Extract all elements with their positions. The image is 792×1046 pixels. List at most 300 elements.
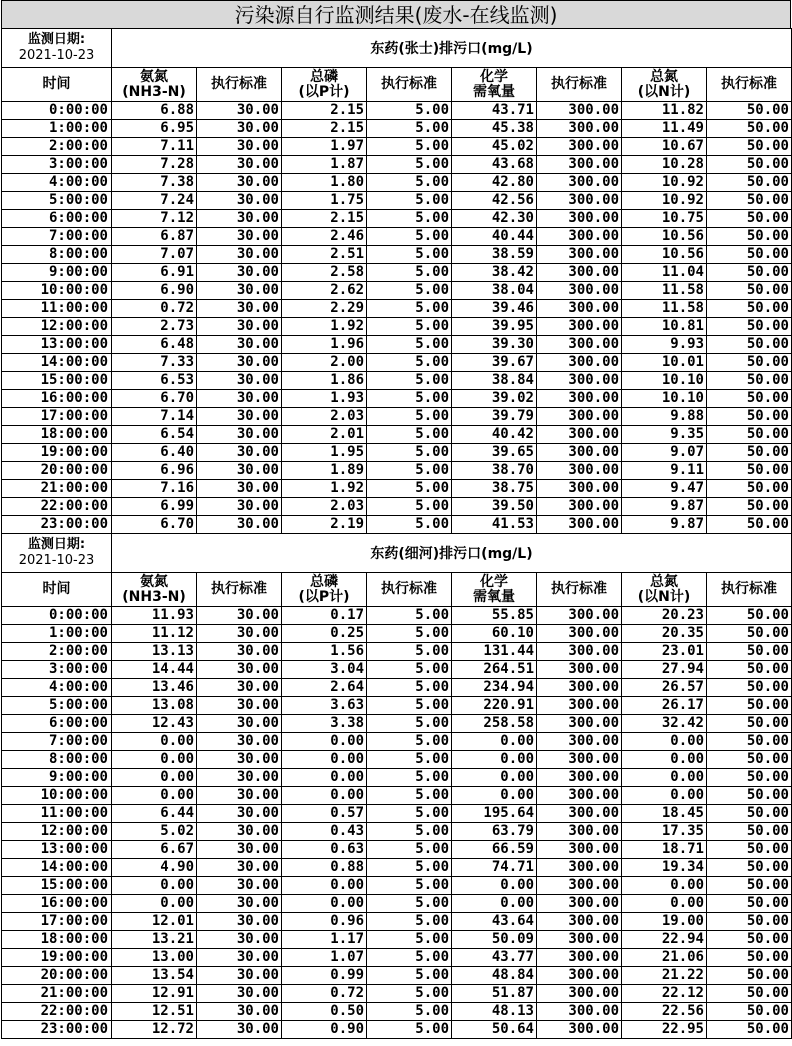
cod-standard-cell: 300.00 xyxy=(537,733,622,751)
time-cell: 13:00:00 xyxy=(2,841,112,859)
total-phosphorus-cell: 2.03 xyxy=(282,408,367,426)
ammonia-nitrogen-cell: 6.95 xyxy=(112,120,197,138)
cod-cell: 39.67 xyxy=(452,354,537,372)
ammonia-nitrogen-cell: 6.90 xyxy=(112,282,197,300)
total-nitrogen-cell: 0.00 xyxy=(622,751,707,769)
total-nitrogen-cell: 10.81 xyxy=(622,318,707,336)
column-header-line1: 化学 xyxy=(480,573,508,590)
table-row xyxy=(2,264,792,282)
time-cell: 10:00:00 xyxy=(2,282,112,300)
time-cell: 11:00:00 xyxy=(2,300,112,318)
total-phosphorus-cell: 2.15 xyxy=(282,210,367,228)
total-nitrogen-cell: 22.56 xyxy=(622,1003,707,1021)
total-phosphorus-cell: 0.88 xyxy=(282,859,367,877)
ammonia-standard-cell: 30.00 xyxy=(197,516,282,534)
phosphorus-standard-cell: 5.00 xyxy=(367,805,452,823)
total-nitrogen-cell: 10.75 xyxy=(622,210,707,228)
column-header-line1: 总氮 xyxy=(650,68,678,85)
ammonia-nitrogen-cell: 13.21 xyxy=(112,931,197,949)
nitrogen-standard-cell: 50.00 xyxy=(707,1021,792,1039)
total-nitrogen-cell: 10.56 xyxy=(622,246,707,264)
cod-cell: 66.59 xyxy=(452,841,537,859)
outlet-location-title: 东药(张士)排污口(mg/L) xyxy=(112,29,792,68)
ammonia-standard-cell: 30.00 xyxy=(197,444,282,462)
total-phosphorus-cell: 1.75 xyxy=(282,192,367,210)
total-nitrogen-cell: 9.11 xyxy=(622,462,707,480)
table-row xyxy=(2,913,792,931)
total-nitrogen-cell: 9.93 xyxy=(622,336,707,354)
cod-standard-cell: 300.00 xyxy=(537,751,622,769)
table-row xyxy=(2,787,792,805)
column-header-line1: 执行标准 xyxy=(211,581,267,597)
total-nitrogen-cell: 21.22 xyxy=(622,967,707,985)
table-row xyxy=(2,1003,792,1021)
nitrogen-standard-cell: 50.00 xyxy=(707,913,792,931)
ammonia-standard-cell: 30.00 xyxy=(197,192,282,210)
total-phosphorus-cell: 2.03 xyxy=(282,498,367,516)
phosphorus-standard-cell: 5.00 xyxy=(367,859,452,877)
ammonia-standard-cell: 30.00 xyxy=(197,967,282,985)
nitrogen-standard-cell: 50.00 xyxy=(707,480,792,498)
cod-standard-cell: 300.00 xyxy=(537,823,622,841)
nitrogen-standard-cell: 50.00 xyxy=(707,282,792,300)
cod-standard-cell: 300.00 xyxy=(537,715,622,733)
ammonia-standard-cell: 30.00 xyxy=(197,426,282,444)
cod-standard-cell: 300.00 xyxy=(537,607,622,625)
column-header-row xyxy=(2,68,792,102)
phosphorus-standard-cell: 5.00 xyxy=(367,120,452,138)
cod-cell: 39.50 xyxy=(452,498,537,516)
time-cell: 5:00:00 xyxy=(2,192,112,210)
ammonia-nitrogen-cell: 4.90 xyxy=(112,859,197,877)
time-cell: 14:00:00 xyxy=(2,354,112,372)
ammonia-nitrogen-cell: 13.46 xyxy=(112,679,197,697)
total-nitrogen-cell: 0.00 xyxy=(622,787,707,805)
nitrogen-standard-cell: 50.00 xyxy=(707,985,792,1003)
column-header-line1: 氨氮 xyxy=(140,573,168,590)
total-phosphorus-cell: 1.80 xyxy=(282,174,367,192)
total-phosphorus-cell: 0.43 xyxy=(282,823,367,841)
ammonia-standard-cell: 30.00 xyxy=(197,264,282,282)
total-nitrogen-cell: 17.35 xyxy=(622,823,707,841)
total-phosphorus-cell: 1.93 xyxy=(282,390,367,408)
cod-standard-cell: 300.00 xyxy=(537,1003,622,1021)
total-phosphorus-cell: 0.50 xyxy=(282,1003,367,1021)
phosphorus-standard-cell: 5.00 xyxy=(367,444,452,462)
total-nitrogen-cell: 10.28 xyxy=(622,156,707,174)
phosphorus-standard-cell: 5.00 xyxy=(367,751,452,769)
ammonia-standard-cell: 30.00 xyxy=(197,895,282,913)
phosphorus-standard-cell: 5.00 xyxy=(367,787,452,805)
time-cell: 7:00:00 xyxy=(2,228,112,246)
nitrogen-standard-cell: 50.00 xyxy=(707,823,792,841)
cod-standard-cell: 300.00 xyxy=(537,390,622,408)
total-phosphorus-cell: 1.97 xyxy=(282,138,367,156)
cod-cell: 45.38 xyxy=(452,120,537,138)
phosphorus-standard-cell: 5.00 xyxy=(367,192,452,210)
ammonia-standard-cell: 30.00 xyxy=(197,282,282,300)
total-phosphorus-cell: 3.04 xyxy=(282,661,367,679)
ammonia-standard-cell: 30.00 xyxy=(197,210,282,228)
time-cell: 3:00:00 xyxy=(2,661,112,679)
phosphorus-standard-cell: 5.00 xyxy=(367,462,452,480)
ammonia-nitrogen-cell: 0.00 xyxy=(112,895,197,913)
cod-cell: 0.00 xyxy=(452,751,537,769)
table-row xyxy=(2,607,792,625)
ammonia-standard-cell: 30.00 xyxy=(197,733,282,751)
total-phosphorus-cell: 2.62 xyxy=(282,282,367,300)
monitoring-table xyxy=(1,28,792,1039)
time-cell: 4:00:00 xyxy=(2,679,112,697)
cod-cell: 39.02 xyxy=(452,390,537,408)
nitrogen-standard-cell: 50.00 xyxy=(707,895,792,913)
table-row xyxy=(2,949,792,967)
time-cell: 0:00:00 xyxy=(2,102,112,120)
cod-standard-cell: 300.00 xyxy=(537,300,622,318)
table-row xyxy=(2,985,792,1003)
phosphorus-standard-cell: 5.00 xyxy=(367,769,452,787)
column-header-cod xyxy=(452,573,537,607)
time-cell: 6:00:00 xyxy=(2,715,112,733)
nitrogen-standard-cell: 50.00 xyxy=(707,192,792,210)
ammonia-nitrogen-cell: 7.33 xyxy=(112,354,197,372)
phosphorus-standard-cell: 5.00 xyxy=(367,823,452,841)
nitrogen-standard-cell: 50.00 xyxy=(707,228,792,246)
total-nitrogen-cell: 22.12 xyxy=(622,985,707,1003)
table-row xyxy=(2,372,792,390)
nitrogen-standard-cell: 50.00 xyxy=(707,949,792,967)
column-header-total-phosphorus xyxy=(282,573,367,607)
ammonia-standard-cell: 30.00 xyxy=(197,769,282,787)
cod-cell: 48.13 xyxy=(452,1003,537,1021)
total-nitrogen-cell: 9.35 xyxy=(622,426,707,444)
nitrogen-standard-cell: 50.00 xyxy=(707,336,792,354)
column-header-total-nitrogen xyxy=(622,68,707,102)
table-row xyxy=(2,102,792,120)
total-phosphorus-cell: 2.15 xyxy=(282,120,367,138)
ammonia-standard-cell: 30.00 xyxy=(197,372,282,390)
ammonia-standard-cell: 30.00 xyxy=(197,985,282,1003)
cod-standard-cell: 300.00 xyxy=(537,318,622,336)
total-phosphorus-cell: 0.63 xyxy=(282,841,367,859)
total-phosphorus-cell: 2.51 xyxy=(282,246,367,264)
table-row xyxy=(2,895,792,913)
time-cell: 5:00:00 xyxy=(2,697,112,715)
ammonia-nitrogen-cell: 6.44 xyxy=(112,805,197,823)
cod-cell: 0.00 xyxy=(452,895,537,913)
phosphorus-standard-cell: 5.00 xyxy=(367,138,452,156)
table-row xyxy=(2,444,792,462)
ammonia-standard-cell: 30.00 xyxy=(197,823,282,841)
total-nitrogen-cell: 19.34 xyxy=(622,859,707,877)
ammonia-standard-cell: 30.00 xyxy=(197,607,282,625)
table-row xyxy=(2,823,792,841)
total-nitrogen-cell: 9.87 xyxy=(622,498,707,516)
time-cell: 4:00:00 xyxy=(2,174,112,192)
cod-cell: 63.79 xyxy=(452,823,537,841)
ammonia-nitrogen-cell: 7.24 xyxy=(112,192,197,210)
cod-cell: 51.87 xyxy=(452,985,537,1003)
time-cell: 16:00:00 xyxy=(2,390,112,408)
table-row xyxy=(2,661,792,679)
total-nitrogen-cell: 27.94 xyxy=(622,661,707,679)
ammonia-nitrogen-cell: 7.28 xyxy=(112,156,197,174)
ammonia-standard-cell: 30.00 xyxy=(197,462,282,480)
total-phosphorus-cell: 0.00 xyxy=(282,769,367,787)
table-row xyxy=(2,300,792,318)
total-phosphorus-cell: 0.17 xyxy=(282,607,367,625)
column-header-ammonia-nitrogen xyxy=(112,573,197,607)
table-row xyxy=(2,841,792,859)
cod-cell: 38.84 xyxy=(452,372,537,390)
nitrogen-standard-cell: 50.00 xyxy=(707,715,792,733)
phosphorus-standard-cell: 5.00 xyxy=(367,679,452,697)
ammonia-standard-cell: 30.00 xyxy=(197,661,282,679)
time-cell: 19:00:00 xyxy=(2,949,112,967)
cod-cell: 258.58 xyxy=(452,715,537,733)
total-nitrogen-cell: 21.06 xyxy=(622,949,707,967)
column-header-line1: 总磷 xyxy=(310,573,338,590)
nitrogen-standard-cell: 50.00 xyxy=(707,859,792,877)
time-cell: 21:00:00 xyxy=(2,985,112,1003)
cod-cell: 42.80 xyxy=(452,174,537,192)
report-sheet xyxy=(1,0,791,1046)
phosphorus-standard-cell: 5.00 xyxy=(367,498,452,516)
time-cell: 15:00:00 xyxy=(2,877,112,895)
total-nitrogen-cell: 22.94 xyxy=(622,931,707,949)
phosphorus-standard-cell: 5.00 xyxy=(367,931,452,949)
nitrogen-standard-cell: 50.00 xyxy=(707,102,792,120)
phosphorus-standard-cell: 5.00 xyxy=(367,408,452,426)
total-nitrogen-cell: 10.10 xyxy=(622,390,707,408)
ammonia-standard-cell: 30.00 xyxy=(197,408,282,426)
nitrogen-standard-cell: 50.00 xyxy=(707,210,792,228)
total-phosphorus-cell: 2.00 xyxy=(282,354,367,372)
table-row xyxy=(2,498,792,516)
cod-standard-cell: 300.00 xyxy=(537,444,622,462)
phosphorus-standard-cell: 5.00 xyxy=(367,1003,452,1021)
cod-standard-cell: 300.00 xyxy=(537,174,622,192)
ammonia-nitrogen-cell: 7.12 xyxy=(112,210,197,228)
time-cell: 19:00:00 xyxy=(2,444,112,462)
ammonia-standard-cell: 30.00 xyxy=(197,354,282,372)
ammonia-standard-cell: 30.00 xyxy=(197,913,282,931)
total-phosphorus-cell: 0.00 xyxy=(282,877,367,895)
cod-cell: 38.59 xyxy=(452,246,537,264)
cod-cell: 0.00 xyxy=(452,787,537,805)
column-header-phosphorus-standard xyxy=(367,68,452,102)
table-row xyxy=(2,1021,792,1039)
ammonia-nitrogen-cell: 7.11 xyxy=(112,138,197,156)
cod-cell: 39.30 xyxy=(452,336,537,354)
time-cell: 22:00:00 xyxy=(2,1003,112,1021)
phosphorus-standard-cell: 5.00 xyxy=(367,390,452,408)
total-nitrogen-cell: 23.01 xyxy=(622,643,707,661)
ammonia-standard-cell: 30.00 xyxy=(197,841,282,859)
ammonia-nitrogen-cell: 0.00 xyxy=(112,769,197,787)
phosphorus-standard-cell: 5.00 xyxy=(367,372,452,390)
ammonia-nitrogen-cell: 6.96 xyxy=(112,462,197,480)
cod-standard-cell: 300.00 xyxy=(537,354,622,372)
ammonia-standard-cell: 30.00 xyxy=(197,625,282,643)
nitrogen-standard-cell: 50.00 xyxy=(707,516,792,534)
ammonia-nitrogen-cell: 6.48 xyxy=(112,336,197,354)
cod-standard-cell: 300.00 xyxy=(537,769,622,787)
ammonia-standard-cell: 30.00 xyxy=(197,679,282,697)
cod-cell: 43.71 xyxy=(452,102,537,120)
cod-cell: 40.44 xyxy=(452,228,537,246)
nitrogen-standard-cell: 50.00 xyxy=(707,390,792,408)
column-header-line1: 执行标准 xyxy=(721,581,777,597)
table-row xyxy=(2,426,792,444)
ammonia-nitrogen-cell: 13.00 xyxy=(112,949,197,967)
cod-standard-cell: 300.00 xyxy=(537,841,622,859)
nitrogen-standard-cell: 50.00 xyxy=(707,354,792,372)
cod-standard-cell: 300.00 xyxy=(537,264,622,282)
time-cell: 17:00:00 xyxy=(2,913,112,931)
table-row xyxy=(2,931,792,949)
table-row xyxy=(2,516,792,534)
cod-cell: 264.51 xyxy=(452,661,537,679)
ammonia-standard-cell: 30.00 xyxy=(197,120,282,138)
phosphorus-standard-cell: 5.00 xyxy=(367,607,452,625)
ammonia-nitrogen-cell: 14.44 xyxy=(112,661,197,679)
table-row xyxy=(2,210,792,228)
column-header-line2: 需氧量 xyxy=(473,83,515,100)
total-nitrogen-cell: 11.49 xyxy=(622,120,707,138)
column-header-time xyxy=(2,573,112,607)
report-title: 污染源自行监测结果(废水-在线监测) xyxy=(1,0,791,28)
cod-standard-cell: 300.00 xyxy=(537,498,622,516)
total-nitrogen-cell: 0.00 xyxy=(622,769,707,787)
column-header-line2: 需氧量 xyxy=(473,588,515,605)
cod-cell: 50.09 xyxy=(452,931,537,949)
ammonia-nitrogen-cell: 7.14 xyxy=(112,408,197,426)
total-phosphorus-cell: 2.01 xyxy=(282,426,367,444)
ammonia-standard-cell: 30.00 xyxy=(197,318,282,336)
column-header-line2: (以N计) xyxy=(637,83,691,100)
ammonia-nitrogen-cell: 6.99 xyxy=(112,498,197,516)
ammonia-standard-cell: 30.00 xyxy=(197,336,282,354)
table-row xyxy=(2,859,792,877)
column-header-cod-standard xyxy=(537,573,622,607)
nitrogen-standard-cell: 50.00 xyxy=(707,318,792,336)
column-header-nitrogen-standard xyxy=(707,573,792,607)
time-cell: 22:00:00 xyxy=(2,498,112,516)
column-header-time xyxy=(2,68,112,102)
phosphorus-standard-cell: 5.00 xyxy=(367,913,452,931)
total-nitrogen-cell: 10.67 xyxy=(622,138,707,156)
time-cell: 0:00:00 xyxy=(2,607,112,625)
table-row xyxy=(2,336,792,354)
phosphorus-standard-cell: 5.00 xyxy=(367,228,452,246)
total-phosphorus-cell: 0.00 xyxy=(282,787,367,805)
total-phosphorus-cell: 0.00 xyxy=(282,895,367,913)
ammonia-standard-cell: 30.00 xyxy=(197,498,282,516)
total-phosphorus-cell: 0.00 xyxy=(282,751,367,769)
time-cell: 2:00:00 xyxy=(2,138,112,156)
column-header-total-phosphorus xyxy=(282,68,367,102)
phosphorus-standard-cell: 5.00 xyxy=(367,841,452,859)
total-nitrogen-cell: 0.00 xyxy=(622,733,707,751)
time-cell: 2:00:00 xyxy=(2,643,112,661)
cod-cell: 40.42 xyxy=(452,426,537,444)
cod-cell: 234.94 xyxy=(452,679,537,697)
ammonia-nitrogen-cell: 12.43 xyxy=(112,715,197,733)
column-header-line1: 总氮 xyxy=(650,573,678,590)
nitrogen-standard-cell: 50.00 xyxy=(707,841,792,859)
ammonia-nitrogen-cell: 2.73 xyxy=(112,318,197,336)
total-phosphorus-cell: 0.96 xyxy=(282,913,367,931)
phosphorus-standard-cell: 5.00 xyxy=(367,264,452,282)
table-row xyxy=(2,967,792,985)
nitrogen-standard-cell: 50.00 xyxy=(707,1003,792,1021)
total-nitrogen-cell: 26.17 xyxy=(622,697,707,715)
cod-cell: 38.70 xyxy=(452,462,537,480)
total-nitrogen-cell: 9.47 xyxy=(622,480,707,498)
total-nitrogen-cell: 18.71 xyxy=(622,841,707,859)
ammonia-nitrogen-cell: 6.53 xyxy=(112,372,197,390)
nitrogen-standard-cell: 50.00 xyxy=(707,246,792,264)
total-nitrogen-cell: 10.01 xyxy=(622,354,707,372)
time-cell: 14:00:00 xyxy=(2,859,112,877)
total-nitrogen-cell: 11.82 xyxy=(622,102,707,120)
ammonia-standard-cell: 30.00 xyxy=(197,156,282,174)
column-header-line1: 执行标准 xyxy=(211,76,267,92)
time-cell: 1:00:00 xyxy=(2,625,112,643)
phosphorus-standard-cell: 5.00 xyxy=(367,210,452,228)
phosphorus-standard-cell: 5.00 xyxy=(367,282,452,300)
ammonia-nitrogen-cell: 6.70 xyxy=(112,390,197,408)
total-nitrogen-cell: 20.35 xyxy=(622,625,707,643)
time-cell: 7:00:00 xyxy=(2,733,112,751)
table-row xyxy=(2,156,792,174)
nitrogen-standard-cell: 50.00 xyxy=(707,805,792,823)
ammonia-standard-cell: 30.00 xyxy=(197,228,282,246)
nitrogen-standard-cell: 50.00 xyxy=(707,967,792,985)
total-nitrogen-cell: 11.04 xyxy=(622,264,707,282)
table-row xyxy=(2,751,792,769)
ammonia-nitrogen-cell: 11.93 xyxy=(112,607,197,625)
column-header-line1: 氨氮 xyxy=(140,68,168,85)
cod-cell: 38.42 xyxy=(452,264,537,282)
column-header-cod-standard xyxy=(537,68,622,102)
nitrogen-standard-cell: 50.00 xyxy=(707,787,792,805)
total-nitrogen-cell: 10.92 xyxy=(622,174,707,192)
phosphorus-standard-cell: 5.00 xyxy=(367,643,452,661)
total-phosphorus-cell: 0.57 xyxy=(282,805,367,823)
time-cell: 12:00:00 xyxy=(2,823,112,841)
time-cell: 20:00:00 xyxy=(2,967,112,985)
column-header-line2: (以P计) xyxy=(298,83,350,100)
section-header-row xyxy=(2,29,792,68)
ammonia-standard-cell: 30.00 xyxy=(197,643,282,661)
ammonia-standard-cell: 30.00 xyxy=(197,102,282,120)
cod-cell: 38.75 xyxy=(452,480,537,498)
cod-cell: 38.04 xyxy=(452,282,537,300)
time-cell: 11:00:00 xyxy=(2,805,112,823)
cod-standard-cell: 300.00 xyxy=(537,408,622,426)
nitrogen-standard-cell: 50.00 xyxy=(707,174,792,192)
nitrogen-standard-cell: 50.00 xyxy=(707,931,792,949)
ammonia-nitrogen-cell: 6.70 xyxy=(112,516,197,534)
cod-cell: 55.85 xyxy=(452,607,537,625)
time-cell: 17:00:00 xyxy=(2,408,112,426)
time-cell: 18:00:00 xyxy=(2,931,112,949)
ammonia-nitrogen-cell: 12.91 xyxy=(112,985,197,1003)
cod-cell: 0.00 xyxy=(452,733,537,751)
section-header-row xyxy=(2,534,792,573)
